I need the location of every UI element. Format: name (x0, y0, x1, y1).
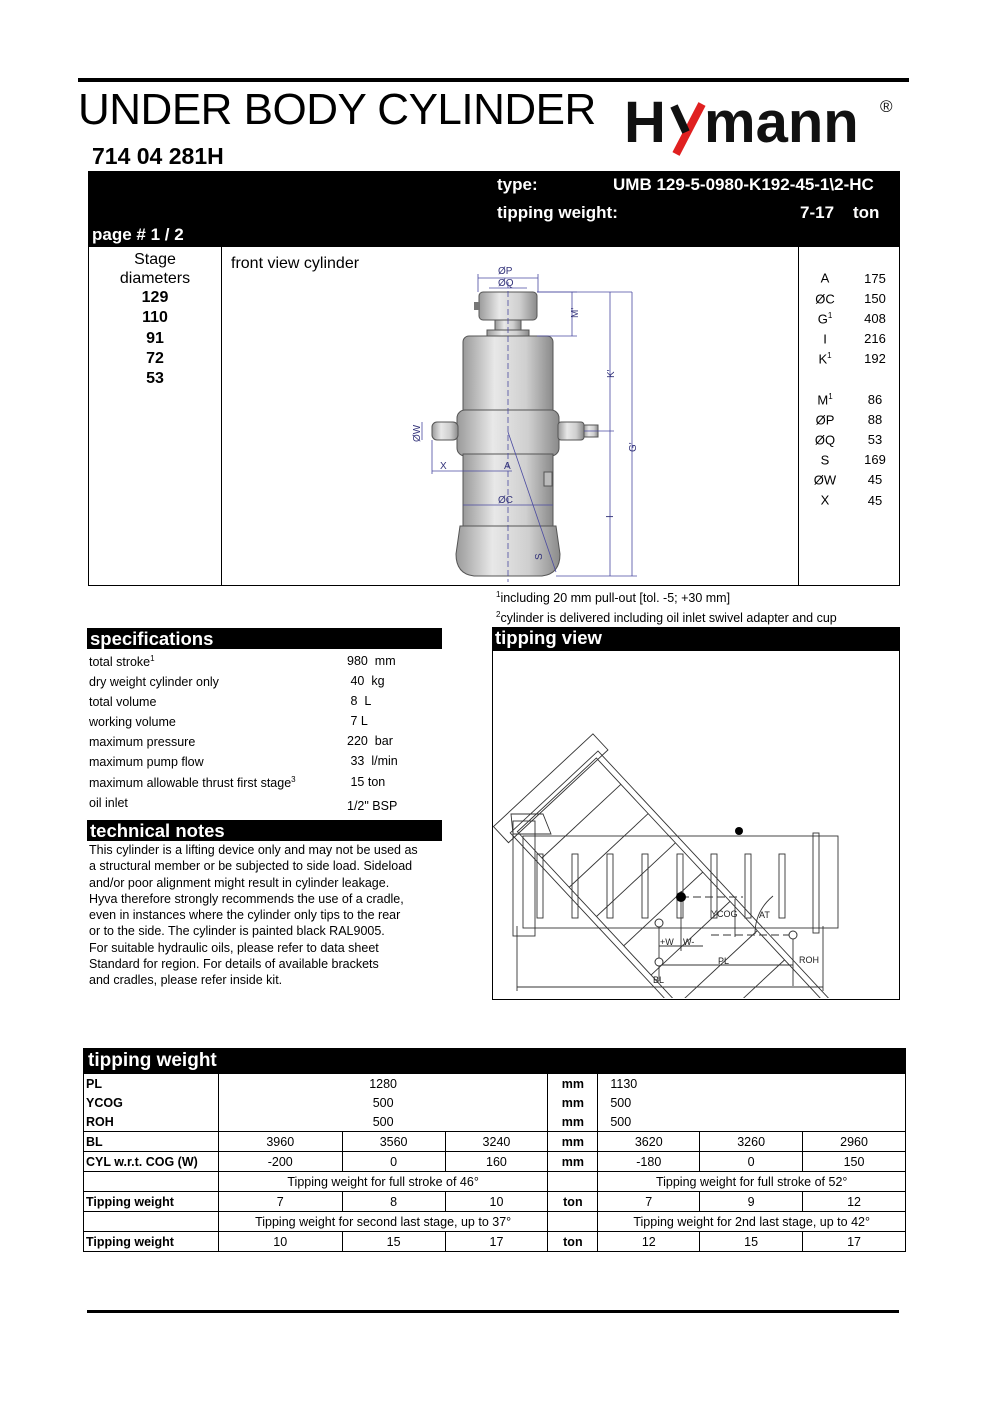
dimension-key (799, 430, 851, 450)
dimension-key (799, 349, 851, 369)
dimension-value: 45 (867, 492, 883, 508)
stage-diameter: 91 (146, 329, 164, 347)
cell-value: 500 (218, 1093, 548, 1112)
dimension-key (799, 268, 851, 288)
cylinder-drawing (392, 262, 652, 586)
spec-label (89, 654, 155, 669)
tipping-view-panel (492, 650, 900, 1000)
logo-h: H (624, 90, 666, 155)
spec-value: 1/2" BSP (347, 798, 398, 813)
stage-diameter: 72 (146, 349, 164, 367)
dimension-footnote-marker: 1 (827, 310, 833, 320)
dimension-row (799, 490, 899, 510)
technical-note-line: and/or poor alignment might result in cylinder leakage. (89, 875, 390, 890)
empty-cell (84, 1172, 219, 1192)
spec-label (89, 775, 296, 790)
cell-value: 500 (598, 1112, 906, 1132)
dim-label-a: A (504, 461, 511, 472)
label-bl: BL (653, 975, 665, 985)
brand-logo (624, 90, 904, 160)
tailgate (813, 833, 819, 933)
front-view-panel (221, 247, 799, 586)
stage-diameters-panel (88, 247, 222, 586)
spec-label (89, 714, 176, 729)
spec-label-text: maximum pressure (89, 735, 196, 750)
tipping-weight-heading: tipping weight (84, 1049, 906, 1074)
dimension-row (799, 329, 899, 349)
dimension-row (799, 369, 899, 389)
dimension-key-text: M (817, 391, 829, 407)
footnote-1-marker: 1 (496, 590, 501, 599)
tipping-weight-header-row (84, 1049, 906, 1074)
table-row-tipping-weight-second (84, 1232, 906, 1252)
dimension-key-text: X (820, 492, 830, 508)
unit-cell: mm (548, 1132, 598, 1152)
spec-row (89, 773, 441, 793)
spec-label (89, 795, 128, 810)
technical-note-line: even in instances where the cylinder only tips to the rear (89, 908, 401, 923)
dimension-value (851, 369, 899, 389)
table-row-tipping-weight-full (84, 1192, 906, 1212)
empty-cell (548, 1212, 598, 1232)
table-row-roh (84, 1112, 906, 1132)
cell-value: -180 (598, 1152, 700, 1172)
dimension-row (799, 450, 899, 470)
spec-row (89, 692, 441, 712)
cell-value: 3560 (342, 1132, 445, 1152)
stage-diameter: 110 (142, 309, 168, 327)
spec-row (89, 652, 441, 672)
label-plate (544, 472, 552, 486)
cell-value: 3620 (598, 1132, 700, 1152)
type-header-band (88, 171, 900, 247)
cell-value: 8 (342, 1192, 445, 1212)
cell-value: 12 (803, 1192, 906, 1212)
spec-value: 33 l/min (347, 754, 398, 769)
spec-row (89, 752, 441, 772)
dim-label-w: ØW (412, 424, 423, 442)
specifications-heading: specifications (87, 628, 442, 649)
cell-value: 7 (598, 1192, 700, 1212)
cell-value: 12 (598, 1232, 700, 1252)
spec-value: 7 L (347, 714, 368, 729)
tipping-weight-label: tipping weight: (497, 203, 618, 222)
dimension-value: 408 (864, 310, 886, 326)
dimension-key-text: K (818, 351, 828, 367)
hinge-point-icon (655, 919, 663, 927)
spec-value: 220 bar (347, 734, 393, 749)
spec-row (89, 672, 441, 692)
technical-note-line: a structural member or be subjected to side load. Sideload (89, 859, 413, 874)
row-label: CYL w.r.t. COG (W) (84, 1152, 219, 1172)
center-of-gravity-icon (735, 827, 743, 835)
technical-note-line: For suitable hydraulic oils, please refer to data sheet (89, 940, 379, 955)
spec-label-text: total volume (89, 695, 157, 710)
technical-notes-text (89, 842, 441, 989)
spec-row (89, 732, 441, 752)
registered-mark: ® (880, 97, 893, 116)
dimension-key (799, 369, 851, 389)
dimensions-table (799, 268, 899, 510)
spec-label-text: oil inlet (89, 795, 128, 810)
unit-cell: mm (548, 1152, 598, 1172)
footnote-1 (496, 590, 730, 605)
top-rule (78, 78, 909, 82)
cell-value: 15 (342, 1232, 445, 1252)
spec-label-text: maximum allowable thrust first stage (89, 775, 292, 790)
dimension-key-text: ØC (815, 290, 835, 306)
label-ycog: YCOG (711, 909, 738, 919)
type-label: type: (497, 175, 538, 194)
dimension-key-text: ØP (815, 412, 835, 428)
dimension-key (799, 308, 851, 328)
table-row-full-stroke-caption (84, 1172, 906, 1192)
dimension-key-text: G (817, 311, 828, 327)
diameters-heading: diameters (119, 270, 191, 287)
cell-value: 2960 (803, 1132, 906, 1152)
oil-inlet-nipple (474, 302, 480, 310)
dimensions-panel (798, 247, 900, 586)
label-at: AT (759, 910, 770, 920)
unit-cell: ton (548, 1232, 598, 1252)
dimension-key-text: ØW (813, 472, 837, 488)
spec-row (89, 793, 441, 813)
page-number: page # 1 / 2 (92, 225, 184, 244)
stage-heading: Stage (134, 251, 176, 268)
caption-cell: Tipping weight for 2nd last stage, up to 42° (598, 1212, 906, 1232)
cell-value: 7 (218, 1192, 342, 1212)
technical-note-line: Standard for region. For details of available brackets (89, 957, 379, 972)
dimension-key (799, 470, 851, 490)
unit-cell: ton (548, 1192, 598, 1212)
dimension-row (799, 288, 899, 308)
technical-note-line: and cradles, please refer inside kit. (89, 973, 283, 988)
technical-notes-heading: technical notes (87, 820, 442, 841)
part-number: 714 04 281H (92, 143, 224, 169)
dimension-key-text: A (820, 270, 830, 286)
row-label: Tipping weight (84, 1232, 219, 1252)
spec-footnote-marker: 1 (150, 654, 155, 663)
dim-label-p: ØP (498, 266, 513, 277)
trunnion-pin-left (432, 422, 458, 440)
footnote-1-text: including 20 mm pull-out [tol. -5; +30 mm] (500, 591, 731, 606)
logo-mann: mann (704, 90, 859, 155)
center-of-gravity-icon (676, 892, 686, 902)
bottom-rule (87, 1310, 899, 1313)
cell-value: 150 (803, 1152, 906, 1172)
dim-label-k: K' (606, 369, 617, 378)
spec-value: 8 L (347, 694, 372, 709)
unit-cell: mm (548, 1093, 598, 1112)
type-value: UMB 129-5-0980-K192-45-1\2-HC (613, 175, 874, 194)
row-label: PL (84, 1074, 219, 1094)
spec-label-text: total stroke (89, 655, 151, 670)
table-row-second-stage-caption (84, 1212, 906, 1232)
dimension-key-text: ØQ (814, 432, 836, 448)
dimension-value: 216 (864, 331, 886, 347)
unit-cell: mm (548, 1112, 598, 1132)
dimension-value: 169 (864, 452, 886, 468)
front-view-caption: front view cylinder (231, 255, 360, 272)
dimension-value: 150 (864, 290, 886, 306)
hymann-logo-icon (624, 90, 904, 160)
cell-value: 3960 (218, 1132, 342, 1152)
dimension-key (799, 490, 851, 510)
dimension-value: 192 (864, 351, 886, 367)
dimension-row (799, 409, 899, 429)
footnote-2 (496, 610, 837, 625)
cell-value: 0 (700, 1152, 803, 1172)
dimension-row (799, 349, 899, 369)
dimension-key (799, 329, 851, 349)
technical-note-line: This cylinder is a lifting device only and may not be used as (89, 843, 418, 857)
cell-value: 10 (218, 1232, 342, 1252)
dim-label-m: M' (570, 307, 581, 318)
caption-cell: Tipping weight for second last stage, up to 37° (218, 1212, 548, 1232)
dimension-footnote-marker: 1 (827, 351, 832, 361)
dim-label-x: X (440, 461, 447, 472)
tipper-body-drawing (493, 651, 898, 998)
caption-cell: Tipping weight for full stroke of 52° (598, 1172, 906, 1192)
tipping-weight-unit: ton (853, 203, 880, 222)
dimension-value: 175 (864, 270, 886, 286)
dimension-row (799, 470, 899, 490)
dim-label-s: S (534, 553, 545, 560)
empty-cell (548, 1172, 598, 1192)
footnote-2-text: cylinder is delivered including oil inlet swivel adapter and cup (500, 611, 837, 626)
dimension-key (799, 389, 851, 409)
dimension-key-text: I (823, 331, 827, 347)
technical-note-line: or to the side. The cylinder is painted black RAL9005. (89, 924, 385, 939)
cell-value: 160 (445, 1152, 548, 1172)
dimension-row (799, 430, 899, 450)
horizontal-tipper-body (523, 836, 838, 928)
dimension-value: 88 (867, 411, 883, 427)
spec-row (89, 712, 441, 732)
row-label: ROH (84, 1112, 219, 1132)
dimension-value: 53 (867, 432, 883, 448)
spec-label-text: dry weight cylinder only (89, 675, 219, 690)
dim-label-c: ØC (498, 495, 513, 506)
table-row-pl (84, 1074, 906, 1094)
label-pl: PL (718, 956, 730, 966)
footnote-2-marker: 2 (496, 610, 501, 619)
specifications-list (89, 652, 441, 813)
stage-diameter: 129 (141, 289, 169, 306)
cell-value: 0 (342, 1152, 445, 1172)
technical-note-line: Hyva therefore strongly recommends the use of a cradle, (89, 891, 404, 906)
cell-value: -200 (218, 1152, 342, 1172)
dimension-key (799, 288, 851, 308)
table-row-bl (84, 1132, 906, 1152)
table-row-cyl (84, 1152, 906, 1172)
spec-label (89, 754, 204, 769)
cell-value: 9 (700, 1192, 803, 1212)
label-w-plus: +W (660, 937, 674, 947)
tipping-weight-value: 7-17 (800, 203, 835, 222)
spec-label (89, 674, 219, 689)
row-label: BL (84, 1132, 219, 1152)
tilted-tipper-body (493, 734, 835, 998)
caption-cell: Tipping weight for full stroke of 46° (218, 1172, 548, 1192)
document-title: UNDER BODY CYLINDER (78, 85, 596, 134)
cell-value: 17 (445, 1232, 548, 1252)
dimension-row (799, 308, 899, 328)
body-ribs (537, 854, 785, 918)
cylinder-base (456, 526, 560, 576)
dim-label-g: G' (628, 442, 639, 452)
dim-label-q: ØQ (498, 278, 514, 289)
spec-value: 980 mm (347, 654, 396, 668)
cell-value: 10 (445, 1192, 548, 1212)
cell-value: 3240 (445, 1132, 548, 1152)
dimension-key (799, 450, 851, 470)
row-label: Tipping weight (84, 1192, 219, 1212)
dimension-footnote-marker: 1 (828, 391, 833, 401)
spec-label-text: working volume (89, 715, 176, 730)
logo-y-stroke-icon (674, 106, 686, 132)
dim-label-i: I (605, 515, 616, 518)
tipping-view-heading: tipping view (492, 627, 900, 650)
cell-value: 500 (598, 1093, 906, 1112)
spec-footnote-marker: 3 (291, 774, 296, 784)
dimension-row (799, 389, 899, 409)
cell-value: 1130 (598, 1074, 906, 1094)
cell-value: 500 (218, 1112, 548, 1132)
unit-cell: mm (548, 1074, 598, 1094)
cell-value: 1280 (218, 1074, 548, 1094)
cell-value: 3260 (700, 1132, 803, 1152)
dimension-value: 86 (867, 391, 883, 407)
stage-diameter: 53 (146, 370, 164, 388)
label-w-minus: W- (683, 937, 695, 947)
spec-value: 40 kg (347, 674, 385, 689)
dimension-key-text: S (820, 452, 830, 468)
row-label: YCOG (84, 1093, 219, 1112)
pivot-point-icon (789, 931, 797, 939)
label-roh: ROH (799, 955, 819, 965)
spec-value: 15 ton (347, 774, 386, 789)
cell-value: 17 (803, 1232, 906, 1252)
hinge-point-icon (655, 958, 663, 966)
cell-value: 15 (700, 1232, 803, 1252)
spec-label (89, 694, 156, 709)
spec-label-text: maximum pump flow (89, 755, 204, 770)
dimension-value: 45 (867, 472, 883, 488)
dimension-row (799, 268, 899, 288)
trunnion-pin-right (558, 422, 584, 440)
table-row-ycog (84, 1093, 906, 1112)
empty-cell (84, 1212, 219, 1232)
dimension-key (799, 409, 851, 429)
spec-label (89, 734, 195, 749)
tipping-weight-table (83, 1048, 906, 1252)
